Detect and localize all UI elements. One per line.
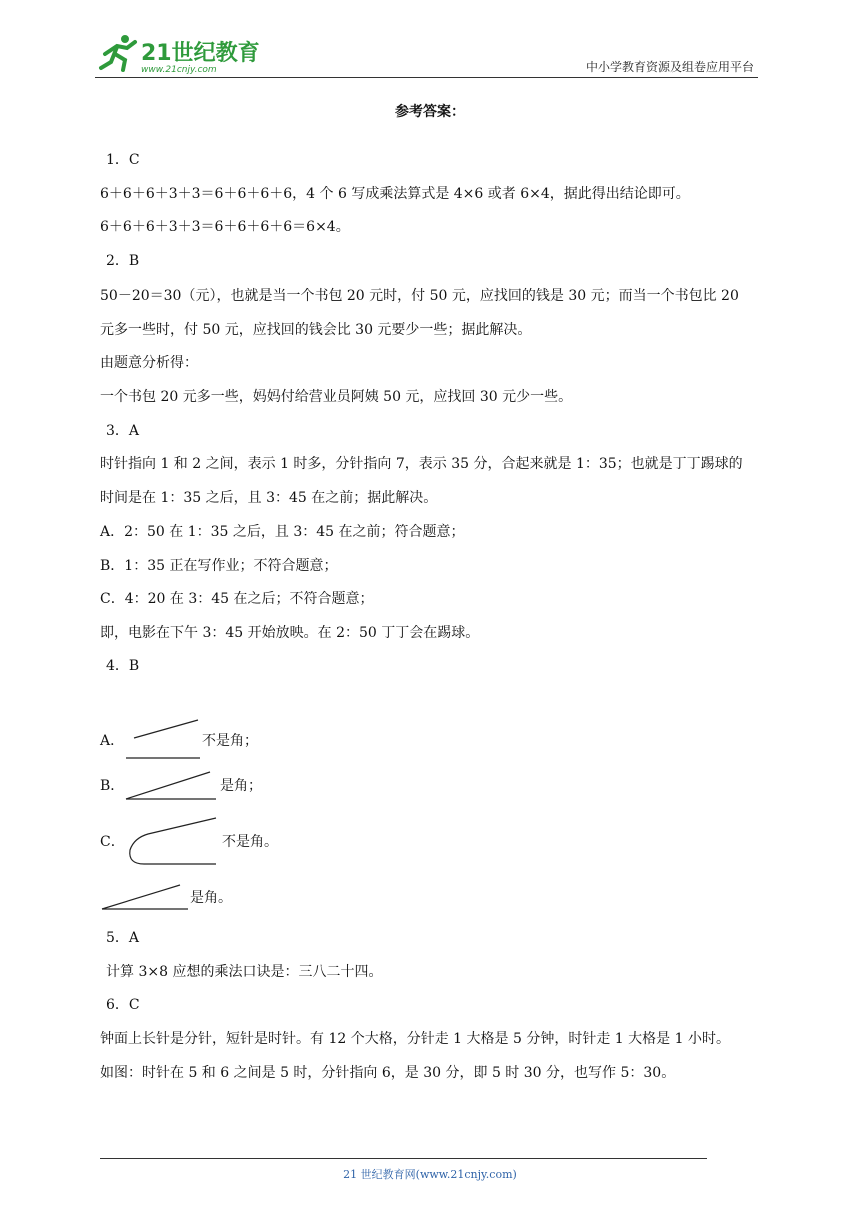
answer-3-option-c: C．4：20 在 3：45 在之后；不符合题意； <box>100 591 374 607</box>
answer-4-option-c-label: C． <box>100 834 125 850</box>
answer-4-option-c-text: 不是角。 <box>222 834 278 850</box>
answer-3-option-b: B．1：35 正在写作业；不符合题意； <box>100 558 338 574</box>
answer-6-label: 6．C <box>106 997 140 1013</box>
angle-figure-d <box>100 881 190 913</box>
answer-4-option-b-text: 是角； <box>220 778 262 794</box>
answer-2-line-2: 元多一些时，付 50 元，应找回的钱会比 30 元要少一些；据此解决。 <box>100 322 532 338</box>
angle-figure-c <box>124 814 220 868</box>
header-tagline: 中小学教育资源及组卷应用平台 <box>585 60 754 74</box>
answer-3-conclusion: 即，电影在下午 3：45 开始放映。在 2：50 丁丁会在踢球。 <box>100 625 480 641</box>
answer-6-line-2: 如图：时针在 5 和 6 之间是 5 时，分针指向 6，是 30 分，即 5 时 30 分，也写作 5：30。 <box>100 1065 676 1081</box>
answer-1-line-1: 6＋6＋6＋3＋3＝6＋6＋6＋6，4 个 6 写成乘法算式是 4×6 或者 6×4，据此得出结论即可。 <box>100 186 690 202</box>
footer-link[interactable]: 21 世纪教育网(www.21cnjy.com) <box>343 1168 517 1181</box>
page-header <box>95 28 758 78</box>
angle-figure-a <box>124 716 204 762</box>
answer-1-line-2: 6＋6＋6＋3＋3＝6＋6＋6＋6＝6×4。 <box>100 219 350 235</box>
answer-2-label: 2．B <box>106 253 140 269</box>
answer-6-line-1: 钟面上长针是分针，短针是时针。有 12 个大格，分针走 1 大格是 5 分钟，时针走 1 大格是 1 小时。 <box>100 1031 730 1047</box>
answer-5-line-1: 计算 3×8 应想的乘法口诀是：三八二十四。 <box>106 964 383 980</box>
answer-3-label: 3．A <box>106 423 140 439</box>
answer-4-label: 4．B <box>106 658 140 674</box>
header-divider <box>95 77 758 78</box>
answer-1-label: 1．C <box>106 152 140 168</box>
svg-text:21世纪教育: 21世纪教育 <box>141 41 260 66</box>
answer-3-option-a: A．2：50 在 1：35 之后，且 3：45 在之前；符合题意； <box>100 524 465 540</box>
answer-4-option-b-label: B． <box>100 778 125 794</box>
svg-text:www.21cnjy.com: www.21cnjy.com <box>141 65 217 74</box>
answer-3-line-2: 时间是在 1：35 之后，且 3：45 在之前；据此解决。 <box>100 490 438 506</box>
running-figure-icon <box>101 35 135 70</box>
answer-2-line-3: 由题意分析得： <box>100 355 198 371</box>
answer-5-label: 5．A <box>106 930 140 946</box>
answer-2-line-4: 一个书包 20 元多一些，妈妈付给营业员阿姨 50 元，应找回 30 元少一些。 <box>100 389 573 405</box>
footer-divider <box>100 1158 707 1159</box>
answer-4-option-d-text: 是角。 <box>190 890 232 906</box>
answer-4-option-a-label: A． <box>100 733 125 749</box>
answer-2-line-1: 50－20＝30（元），也就是当一个书包 20 元时，付 50 元，应找回的钱是 30 元；而当一个书包比 20 <box>100 288 739 304</box>
answer-4-option-a-text: 不是角； <box>202 733 258 749</box>
answer-3-line-1: 时针指向 1 和 2 之间，表示 1 时多，分针指向 7，表示 35 分，合起来就是 1：35；也就是丁丁踢球的 <box>100 456 743 472</box>
angle-figure-b <box>124 768 218 804</box>
page-title: 参考答案： <box>395 104 465 120</box>
logo <box>95 32 265 74</box>
